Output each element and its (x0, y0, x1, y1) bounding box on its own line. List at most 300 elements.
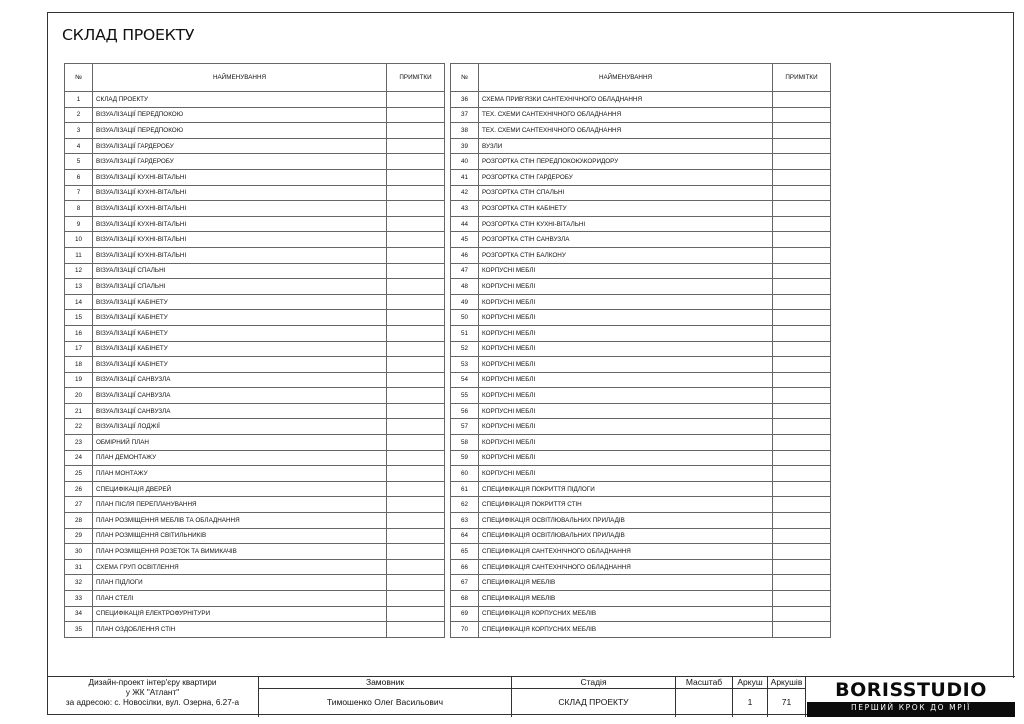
studio-logo (807, 678, 1015, 717)
table-row (451, 591, 831, 607)
row-name: СПЕЦИФІКАЦІЯ ПОКРИТТЯ СТІН (479, 497, 773, 513)
row-notes (387, 279, 445, 295)
row-name: ВІЗУАЛІЗАЦІЇ КАБІНЕТУ (93, 357, 387, 373)
row-number: 68 (451, 591, 479, 607)
row-name: СПЕЦИФІКАЦІЯ САНТЕХНІЧНОГО ОБЛАДНАННЯ (479, 544, 773, 560)
row-notes (773, 372, 831, 388)
table-row (451, 247, 831, 263)
row-name: РОЗГОРТКА СТІН КУХНІ-ВІТАЛЬНІ (479, 216, 773, 232)
table-row (65, 216, 445, 232)
table-row (451, 559, 831, 575)
contents-table-right (450, 63, 831, 638)
row-notes (773, 513, 831, 529)
table-row (451, 403, 831, 419)
row-name: ВІЗУАЛІЗАЦІЇ КАБІНЕТУ (93, 341, 387, 357)
client-name: Тимошенко Олег Васильович (326, 697, 444, 707)
row-number: 20 (65, 388, 93, 404)
row-number: 50 (451, 310, 479, 326)
row-number: 19 (65, 372, 93, 388)
row-notes (773, 92, 831, 108)
row-number: 21 (65, 403, 93, 419)
row-number: 29 (65, 528, 93, 544)
table-row (451, 232, 831, 248)
row-name: РОЗГОРТКА СТІН БАЛКОНУ (479, 247, 773, 263)
row-notes (773, 138, 831, 154)
row-notes (387, 310, 445, 326)
row-notes (773, 388, 831, 404)
table-row (65, 606, 445, 622)
row-name: СПЕЦИФІКАЦІЯ ПОКРИТТЯ ПІДЛОГИ (479, 481, 773, 497)
row-number: 11 (65, 247, 93, 263)
row-notes (387, 497, 445, 513)
row-name: КОРПУСНІ МЕБЛІ (479, 388, 773, 404)
row-name: РОЗГОРТКА СТІН СПАЛЬНІ (479, 185, 773, 201)
row-number: 69 (451, 606, 479, 622)
table-row (65, 232, 445, 248)
row-number: 45 (451, 232, 479, 248)
row-number: 53 (451, 357, 479, 373)
table-row (65, 310, 445, 326)
row-notes (773, 622, 831, 638)
table-row (65, 419, 445, 435)
row-notes (773, 575, 831, 591)
row-number: 10 (65, 232, 93, 248)
row-notes (773, 419, 831, 435)
table-row (451, 185, 831, 201)
row-name: КОРПУСНІ МЕБЛІ (479, 403, 773, 419)
row-name: ВІЗУАЛІЗАЦІЇ САНВУЗЛА (93, 388, 387, 404)
row-name: КОРПУСНІ МЕБЛІ (479, 310, 773, 326)
table-row (65, 138, 445, 154)
row-name: СПЕЦИФІКАЦІЯ ЕЛЕКТРОФУРНІТУРИ (93, 606, 387, 622)
row-number: 31 (65, 559, 93, 575)
row-notes (773, 325, 831, 341)
row-number: 66 (451, 559, 479, 575)
row-notes (773, 123, 831, 139)
row-notes (387, 294, 445, 310)
row-name: РОЗГОРТКА СТІН ГАРДЕРОБУ (479, 169, 773, 185)
row-number: 70 (451, 622, 479, 638)
row-notes (387, 513, 445, 529)
row-number: 34 (65, 606, 93, 622)
row-name: ПЛАН ПІСЛЯ ПЕРЕПЛАНУВАННЯ (93, 497, 387, 513)
row-number: 13 (65, 279, 93, 295)
table-row (451, 357, 831, 373)
row-name: ВІЗУАЛІЗАЦІЇ ПЕРЕДПОКОЮ (93, 107, 387, 123)
table-row (65, 263, 445, 279)
row-number: 55 (451, 388, 479, 404)
row-notes (773, 341, 831, 357)
row-name: ВІЗУАЛІЗАЦІЇ КУХНІ-ВІТАЛЬНІ (93, 232, 387, 248)
table-row (65, 403, 445, 419)
row-number: 8 (65, 201, 93, 217)
table-row (451, 388, 831, 404)
table-row (65, 466, 445, 482)
row-number: 67 (451, 575, 479, 591)
row-number: 41 (451, 169, 479, 185)
row-notes (773, 201, 831, 217)
table-row (65, 388, 445, 404)
row-number: 9 (65, 216, 93, 232)
row-number: 27 (65, 497, 93, 513)
row-name: ПЛАН СТЕЛІ (93, 591, 387, 607)
row-name: ВІЗУАЛІЗАЦІЇ ГАРДЕРОБУ (93, 138, 387, 154)
table-row (65, 513, 445, 529)
row-notes (387, 357, 445, 373)
row-number: 40 (451, 154, 479, 170)
table-row (451, 92, 831, 108)
row-name: ОБМІРНИЙ ПЛАН (93, 435, 387, 451)
row-number: 42 (451, 185, 479, 201)
row-number: 57 (451, 419, 479, 435)
table-header-row (65, 64, 445, 92)
table-row (451, 201, 831, 217)
row-number: 39 (451, 138, 479, 154)
row-number: 6 (65, 169, 93, 185)
title-block (47, 676, 1015, 717)
table-row (451, 575, 831, 591)
stage-value: СКЛАД ПРОЕКТУ (558, 697, 629, 707)
row-name: СПЕЦИФІКАЦІЯ САНТЕХНІЧНОГО ОБЛАДНАННЯ (479, 559, 773, 575)
row-number: 56 (451, 403, 479, 419)
table-header-row (451, 64, 831, 92)
scale-label: Масштаб (685, 677, 723, 687)
table-row (65, 497, 445, 513)
row-notes (773, 263, 831, 279)
row-name: КОРПУСНІ МЕБЛІ (479, 279, 773, 295)
row-name: ТЕХ. СХЕМИ САНТЕХНІЧНОГО ОБЛАДНАННЯ (479, 107, 773, 123)
table-row (451, 497, 831, 513)
table-row (65, 201, 445, 217)
project-line-2: у ЖК "Атлант" (125, 687, 180, 697)
table-row (451, 544, 831, 560)
row-name: ВІЗУАЛІЗАЦІЇ КУХНІ-ВІТАЛЬНІ (93, 247, 387, 263)
row-number: 18 (65, 357, 93, 373)
row-notes (387, 263, 445, 279)
project-line-3: за адресою: с. Новосілки, вул. Озерна, 6.27-а (65, 697, 240, 707)
table-row (451, 419, 831, 435)
row-number: 33 (65, 591, 93, 607)
header-notes: ПРИМІТКИ (387, 64, 445, 92)
row-notes (773, 279, 831, 295)
row-notes (387, 622, 445, 638)
table-row (65, 107, 445, 123)
table-row (451, 606, 831, 622)
table-row (65, 279, 445, 295)
contents-table-left (64, 63, 445, 638)
row-notes (387, 403, 445, 419)
row-name: ВУЗЛИ (479, 138, 773, 154)
row-notes (773, 216, 831, 232)
row-name: ВІЗУАЛІЗАЦІЇ КАБІНЕТУ (93, 294, 387, 310)
row-name: ВІЗУАЛІЗАЦІЇ КУХНІ-ВІТАЛЬНІ (93, 169, 387, 185)
sheet-number: 1 (747, 697, 753, 707)
row-number: 54 (451, 372, 479, 388)
row-number: 64 (451, 528, 479, 544)
row-number: 52 (451, 341, 479, 357)
row-name: СПЕЦИФІКАЦІЯ КОРПУСНИХ МЕБЛІВ (479, 622, 773, 638)
table-row (451, 435, 831, 451)
table-row (451, 528, 831, 544)
row-name: СПЕЦИФІКАЦІЯ КОРПУСНИХ МЕБЛІВ (479, 606, 773, 622)
row-number: 62 (451, 497, 479, 513)
header-name: НАЙМЕНУВАННЯ (93, 64, 387, 92)
row-name: ВІЗУАЛІЗАЦІЇ КУХНІ-ВІТАЛЬНІ (93, 216, 387, 232)
row-notes (773, 294, 831, 310)
row-notes (387, 169, 445, 185)
table-row (65, 154, 445, 170)
row-name: ВІЗУАЛІЗАЦІЇ КАБІНЕТУ (93, 325, 387, 341)
row-name: ПЛАН РОЗМІЩЕННЯ МЕБЛІВ ТА ОБЛАДНАННЯ (93, 513, 387, 529)
table-row (65, 372, 445, 388)
table-row (65, 247, 445, 263)
table-row (65, 544, 445, 560)
row-number: 28 (65, 513, 93, 529)
row-number: 23 (65, 435, 93, 451)
table-row (451, 466, 831, 482)
row-notes (773, 591, 831, 607)
table-row (65, 185, 445, 201)
row-number: 44 (451, 216, 479, 232)
table-row (451, 325, 831, 341)
row-number: 16 (65, 325, 93, 341)
table-row (451, 123, 831, 139)
row-notes (387, 341, 445, 357)
table-row (451, 622, 831, 638)
row-notes (387, 92, 445, 108)
page-title: СКЛАД ПРОЕКТУ (62, 26, 195, 44)
row-name: КОРПУСНІ МЕБЛІ (479, 294, 773, 310)
row-notes (387, 201, 445, 217)
table-row (451, 450, 831, 466)
row-name: СКЛАД ПРОЕКТУ (93, 92, 387, 108)
row-number: 48 (451, 279, 479, 295)
row-name: РОЗГОРТКА СТІН КАБІНЕТУ (479, 201, 773, 217)
row-number: 65 (451, 544, 479, 560)
row-notes (387, 591, 445, 607)
row-number: 58 (451, 435, 479, 451)
table-row (65, 169, 445, 185)
project-description (47, 677, 258, 717)
row-name: ПЛАН МОНТАЖУ (93, 466, 387, 482)
row-notes (387, 107, 445, 123)
table-row (451, 481, 831, 497)
row-name: ПЛАН РОЗМІЩЕННЯ СВІТИЛЬНИКІВ (93, 528, 387, 544)
row-name: ВІЗУАЛІЗАЦІЇ КАБІНЕТУ (93, 310, 387, 326)
sheet-label: Аркуш (737, 677, 763, 687)
row-name: СПЕЦИФІКАЦІЯ МЕБЛІВ (479, 591, 773, 607)
row-name: ВІЗУАЛІЗАЦІЇ ЛОДЖІЇ (93, 419, 387, 435)
table-row (451, 154, 831, 170)
header-notes: ПРИМІТКИ (773, 64, 831, 92)
table-row (65, 92, 445, 108)
table-row (65, 357, 445, 373)
row-notes (773, 169, 831, 185)
logo-title: BORISSTUDIO (835, 679, 987, 701)
row-notes (387, 559, 445, 575)
row-name: СПЕЦИФІКАЦІЯ МЕБЛІВ (479, 575, 773, 591)
row-name: КОРПУСНІ МЕБЛІ (479, 435, 773, 451)
row-notes (773, 481, 831, 497)
row-notes (387, 544, 445, 560)
table-row (451, 169, 831, 185)
table-row (65, 622, 445, 638)
row-name: ВІЗУАЛІЗАЦІЇ СПАЛЬНІ (93, 263, 387, 279)
row-number: 37 (451, 107, 479, 123)
row-number: 2 (65, 107, 93, 123)
row-notes (387, 435, 445, 451)
table-row (65, 591, 445, 607)
table-row (65, 435, 445, 451)
row-name: КОРПУСНІ МЕБЛІ (479, 357, 773, 373)
logo-slogan: ПЕРШИЙ КРОК ДО МРІЇ (851, 703, 971, 712)
row-name: ВІЗУАЛІЗАЦІЇ ГАРДЕРОБУ (93, 154, 387, 170)
row-number: 7 (65, 185, 93, 201)
row-notes (773, 107, 831, 123)
row-notes (387, 216, 445, 232)
row-notes (387, 185, 445, 201)
table-row (451, 263, 831, 279)
row-notes (773, 528, 831, 544)
row-number: 36 (451, 92, 479, 108)
table-row (451, 279, 831, 295)
sheets-total: 71 (781, 697, 792, 707)
row-number: 25 (65, 466, 93, 482)
row-number: 60 (451, 466, 479, 482)
row-name: ПЛАН ДЕМОНТАЖУ (93, 450, 387, 466)
row-notes (387, 606, 445, 622)
header-num: № (65, 64, 93, 92)
row-number: 59 (451, 450, 479, 466)
row-name: КОРПУСНІ МЕБЛІ (479, 372, 773, 388)
row-number: 15 (65, 310, 93, 326)
table-row (65, 575, 445, 591)
table-row (65, 341, 445, 357)
row-notes (387, 481, 445, 497)
row-name: СПЕЦИФІКАЦІЯ ОСВІТЛЮВАЛЬНИХ ПРИЛАДІВ (479, 528, 773, 544)
row-notes (773, 466, 831, 482)
row-number: 49 (451, 294, 479, 310)
row-notes (387, 575, 445, 591)
table-row (65, 123, 445, 139)
row-name: КОРПУСНІ МЕБЛІ (479, 341, 773, 357)
row-name: ПЛАН РОЗМІЩЕННЯ РОЗЕТОК ТА ВИМИКАЧІВ (93, 544, 387, 560)
row-number: 17 (65, 341, 93, 357)
table-row (65, 481, 445, 497)
row-name: ВІЗУАЛІЗАЦІЇ ПЕРЕДПОКОЮ (93, 123, 387, 139)
row-number: 1 (65, 92, 93, 108)
row-notes (387, 232, 445, 248)
row-number: 5 (65, 154, 93, 170)
row-name: КОРПУСНІ МЕБЛІ (479, 263, 773, 279)
row-notes (773, 544, 831, 560)
row-notes (773, 450, 831, 466)
row-notes (773, 154, 831, 170)
row-number: 4 (65, 138, 93, 154)
row-number: 12 (65, 263, 93, 279)
stage-label: Стадія (580, 677, 607, 687)
row-notes (773, 606, 831, 622)
row-number: 61 (451, 481, 479, 497)
row-name: СХЕМА ПРИВ'ЯЗКИ САНТЕХНІЧНОГО ОБЛАДНАННЯ (479, 92, 773, 108)
row-notes (387, 466, 445, 482)
sheets-total-label: Аркушів (770, 677, 803, 687)
row-number: 47 (451, 263, 479, 279)
row-name: ВІЗУАЛІЗАЦІЇ САНВУЗЛА (93, 403, 387, 419)
row-notes (773, 403, 831, 419)
row-notes (387, 372, 445, 388)
row-number: 46 (451, 247, 479, 263)
row-name: СПЕЦИФІКАЦІЯ ОСВІТЛЮВАЛЬНИХ ПРИЛАДІВ (479, 513, 773, 529)
row-name: ВІЗУАЛІЗАЦІЇ САНВУЗЛА (93, 372, 387, 388)
row-name: СПЕЦИФІКАЦІЯ ДВЕРЕЙ (93, 481, 387, 497)
project-line-1: Дизайн-проект інтер'єру квартири (88, 678, 217, 687)
table-row (451, 310, 831, 326)
row-notes (387, 325, 445, 341)
table-row (65, 450, 445, 466)
row-notes (773, 357, 831, 373)
row-notes (387, 123, 445, 139)
row-number: 51 (451, 325, 479, 341)
row-notes (773, 497, 831, 513)
row-name: ВІЗУАЛІЗАЦІЇ КУХНІ-ВІТАЛЬНІ (93, 201, 387, 217)
row-name: СХЕМА ГРУП ОСВІТЛЕННЯ (93, 559, 387, 575)
row-number: 26 (65, 481, 93, 497)
row-number: 24 (65, 450, 93, 466)
table-row (65, 559, 445, 575)
table-row (451, 341, 831, 357)
table-row (451, 138, 831, 154)
table-row (451, 513, 831, 529)
row-name: ВІЗУАЛІЗАЦІЇ КУХНІ-ВІТАЛЬНІ (93, 185, 387, 201)
row-notes (387, 388, 445, 404)
table-row (65, 528, 445, 544)
row-notes (773, 435, 831, 451)
row-number: 38 (451, 123, 479, 139)
row-name: РОЗГОРТКА СТІН САНВУЗЛА (479, 232, 773, 248)
row-notes (387, 247, 445, 263)
row-number: 22 (65, 419, 93, 435)
row-name: КОРПУСНІ МЕБЛІ (479, 450, 773, 466)
row-notes (387, 154, 445, 170)
header-name: НАЙМЕНУВАННЯ (479, 64, 773, 92)
row-notes (387, 419, 445, 435)
table-row (451, 294, 831, 310)
row-number: 14 (65, 294, 93, 310)
header-num: № (451, 64, 479, 92)
row-notes (773, 185, 831, 201)
row-notes (387, 528, 445, 544)
table-row (65, 294, 445, 310)
row-number: 43 (451, 201, 479, 217)
row-name: ВІЗУАЛІЗАЦІЇ СПАЛЬНІ (93, 279, 387, 295)
row-notes (773, 232, 831, 248)
table-row (451, 216, 831, 232)
row-notes (387, 138, 445, 154)
table-row (451, 107, 831, 123)
row-name: КОРПУСНІ МЕБЛІ (479, 325, 773, 341)
row-number: 3 (65, 123, 93, 139)
row-number: 63 (451, 513, 479, 529)
row-notes (773, 310, 831, 326)
row-number: 30 (65, 544, 93, 560)
row-name: КОРПУСНІ МЕБЛІ (479, 466, 773, 482)
row-name: ПЛАН ПІДЛОГИ (93, 575, 387, 591)
row-name: РОЗГОРТКА СТІН ПЕРЕДПОКОЮ\КОРИДОРУ (479, 154, 773, 170)
table-row (65, 325, 445, 341)
row-notes (773, 559, 831, 575)
row-notes (773, 247, 831, 263)
